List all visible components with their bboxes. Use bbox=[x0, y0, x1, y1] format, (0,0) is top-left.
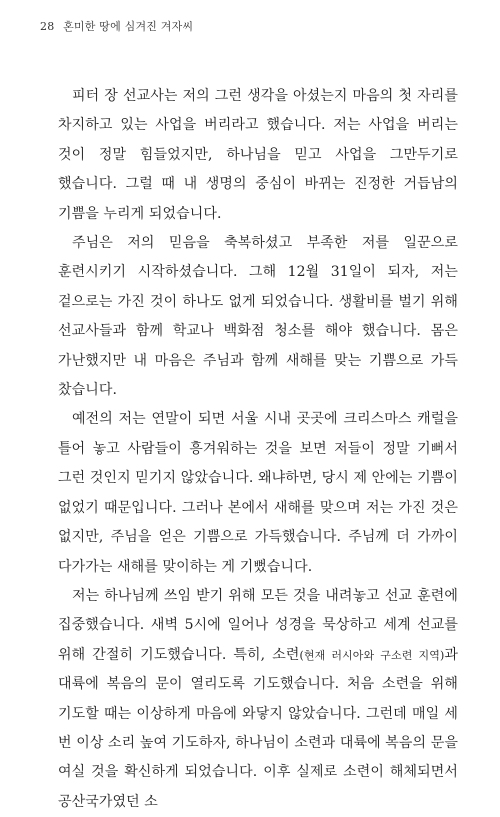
page-number: 28 bbox=[40, 20, 55, 33]
body-text bbox=[58, 82, 458, 817]
paragraph-4-text-before: 저는 하나님께 쓰임 받기 위해 모든 것을 내려놓고 선교 훈련에 집중했습니다. 새벽 5시에 일어나 성경을 묵상하고 세계 선교를 위해 간절히 기도했습니다. 특히, 소련 bbox=[58, 587, 458, 663]
paragraph-3: 예전의 저는 연말이 되면 서울 시내 곳곳에 크리스마스 캐럴을 틀어 놓고 사람들이 흥겨워하는 것을 보면 저들이 정말 기뻐서 그런 것인지 믿기지 않았습니다. 왜냐하면, 당시 제 안에는 기쁨이 없었기 때문입니다. 그러나 본에서 새해를 맞으며 저는 가진 것은 없지만, 주님을 얻은 기쁨으로 가득했습니다. 주님께 더 가까이 다가가는 새해를 맞이하는 게 기뻤습니다. bbox=[58, 411, 458, 575]
paragraph-1: 피터 장 선교사는 저의 그런 생각을 아셨는지 마음의 첫 자리를 차지하고 있는 사업을 버리라고 했습니다. 저는 사업을 버리는 것이 정말 힘들었지만, 하나님을 믿고 사업을 그만두기로 했습니다. 그럴 때 내 생명의 중심이 바뀌는 진정한 거듭남의 기쁨을 누리게 되었습니다. bbox=[58, 88, 458, 222]
running-header bbox=[40, 18, 193, 34]
running-title: 혼미한 땅에 심겨진 겨자씨 bbox=[63, 20, 194, 33]
paragraph-2: 주님은 저의 믿음을 축복하셨고 부족한 저를 일꾼으로 훈련시키기 시작하셨습니다. 그해 12월 31일이 되자, 저는 겉으로는 가진 것이 하나도 없게 되었습니다. 생활비를 벌기 위해 선교사들과 함께 학교나 백화점 청소를 해야 했습니다. 몸은 가난했지만 내 마음은 주님과 함께 새해를 맞는 기쁨으로 가득 찼습니다. bbox=[58, 235, 458, 399]
paragraph-4-aside: (현재 러시아와 구소련 지역) bbox=[299, 648, 445, 662]
paragraph-4 bbox=[58, 582, 458, 817]
paragraph-4-text-after: 과 대륙에 복음의 문이 열리도록 기도했습니다. 처음 소련을 위해 기도할 때는 이상하게 마음에 와닿지 않았습니다. 그런데 매일 세 번 이상 소리 높여 기도하자, 하나님이 소련과 대륙에 복음의 문을 여실 것을 확신하게 되었습니다. 이후 실제로 소련이 해체되면서 공산국가였던 소 bbox=[58, 646, 458, 810]
